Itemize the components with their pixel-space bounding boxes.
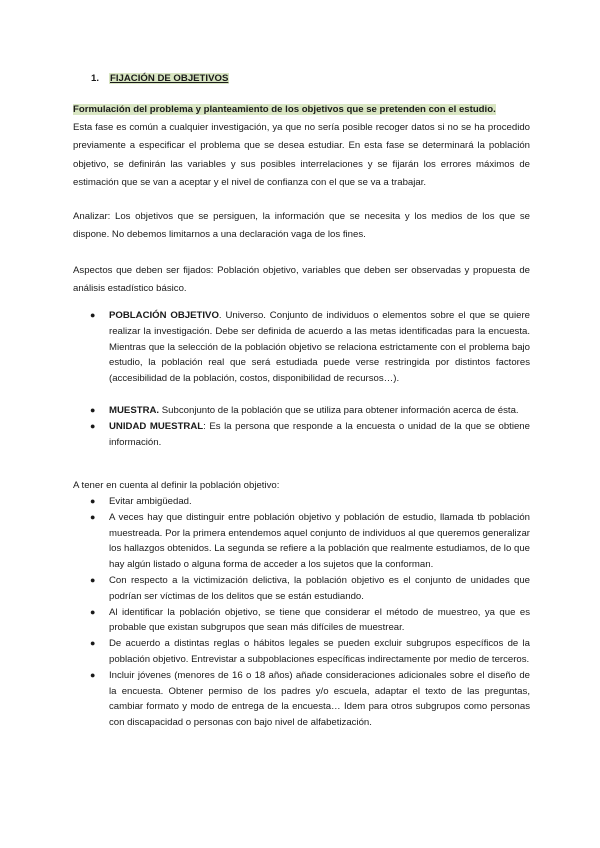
- section-heading: [91, 73, 229, 84]
- bullet-icon: ●: [90, 574, 96, 585]
- heading-title: FIJACIÓN DE OBJETIVOS: [110, 73, 229, 84]
- list-item: [90, 403, 530, 419]
- bullet-icon: ●: [90, 404, 96, 415]
- list-item: ● Incluir jóvenes (menores de 16 o 18 años) añade consideraciones adicionales sobre el diseño de la encuesta. Obtener permiso de los padres y/o escuela, adaptar el texto de las preguntas, cambiar formato y modo de entrega de la encuesta… Idem para otros subgrupos como personas con discapacidad o personas con bajo nivel de alfabetización.: [90, 669, 530, 729]
- list-item: ● Al identificar la población objetivo, se tiene que considerar el método de muestreo, ya que es probable que existan subgrupos que sean más difíciles de muestrear.: [90, 606, 530, 634]
- list-item: ● A veces hay que distinguir entre población objetivo y población de estudio, llamada tb población muestreada. Por la primera entendemos aquel conjunto de individuos al que queremos generalizar los hallazgos obtenidos. La segunda se refiere a la población que realmente estudiamos, de lo que hay algún listado o alguna forma de acceder a los sujetos que la conforman.: [90, 511, 530, 571]
- definition-text: Es la persona que responde a la encuesta o unidad de la que se obtiene información.: [109, 420, 530, 448]
- analizar-paragraph: Analizar: Los objetivos que se persiguen, la información que se necesita y los medios de los que se dispone. No debemos limitarnos a una declaración vaga de los fines.: [73, 211, 530, 241]
- tener-list: [90, 494, 530, 731]
- intro-highlight: Formulación del problema y planteamiento de los objetivos que se pretenden con el estudio.: [73, 104, 496, 115]
- definition-term: MUESTRA.: [109, 404, 160, 416]
- list-item: ● POBLACIÓN OBJETIVO. Universo. Conjunto de individuos o elementos sobre el que se quiere realizar la investigación. Debe ser definida de acuerdo a las metas identificadas para la encuesta. Mientras que la selección de la población objetivo se relaciona estrictamente con el problema bajo estudio, la población real que será estudiada puede verse restringida por distintos factores (accesibilidad de la población, costos, disponibilidad de recursos…).: [90, 310, 530, 385]
- definitions-list: [90, 308, 530, 450]
- definition-term: POBLACIÓN OBJETIVO: [109, 310, 219, 321]
- definition-text: Subconjunto de la población que se utiliza para obtener información acerca de ésta.: [161, 404, 519, 416]
- bullet-icon: ●: [90, 638, 96, 649]
- list-item: ● Evitar ambigüedad.: [90, 494, 530, 510]
- tener-title: A tener en cuenta al definir la población objetivo:: [73, 480, 280, 491]
- definition-term: UNIDAD MUESTRAL: [109, 420, 204, 432]
- bullet-icon: ●: [90, 511, 96, 522]
- bullet-icon: ●: [90, 669, 96, 680]
- bullet-icon: ●: [90, 496, 96, 506]
- list-item: ● UNIDAD MUESTRAL: Es la persona que responde a la encuesta o unidad de la que se obtiene información.: [90, 420, 530, 448]
- aspectos-paragraph: Aspectos que deben ser fijados: Población objetivo, variables que deben ser observadas y propuesta de análisis estadístico básico.: [73, 265, 530, 295]
- bullet-icon: ●: [90, 420, 96, 431]
- intro-paragraph: Esta fase es común a cualquier investigación, ya que no sería posible recoger datos si no se ha procedido previamente a especificar el problema que se desea estudiar. En esta fase se determinará la población objetivo, se definirán las variables y sus posibles interrelaciones y se fijarán los errores máximos de estimación que se van a aceptar y el nivel de confianza con el que se va a trabajar.: [73, 122, 530, 188]
- bullet-icon: ●: [90, 606, 96, 617]
- heading-number: 1.: [91, 73, 100, 84]
- definition-text: Universo. Conjunto de individuos o elementos sobre el que se quiere realizar la investigación. Debe ser definida de acuerdo a las metas identificadas para la encuesta. Mientras que la selección de la población objetivo se relaciona estrictamente con el problema bajo estudio, la población real que será estudiada puede verse restringida por distintos factores (accesibilidad de la población, costos, disponibilidad de recursos…).: [109, 310, 530, 385]
- intro-block: [73, 101, 530, 192]
- bullet-icon: ●: [90, 310, 96, 320]
- list-item: ● Con respecto a la victimización delictiva, la población objetivo es el conjunto de unidades que podrían ser víctimas de los delitos que se están estudiando.: [90, 574, 530, 602]
- list-item: ● De acuerdo a distintas reglas o hábitos legales se pueden excluir subgrupos específicos de la población objetivo. Entrevistar a subpoblaciones específicas indirectamente por medio de terceros.: [90, 638, 530, 665]
